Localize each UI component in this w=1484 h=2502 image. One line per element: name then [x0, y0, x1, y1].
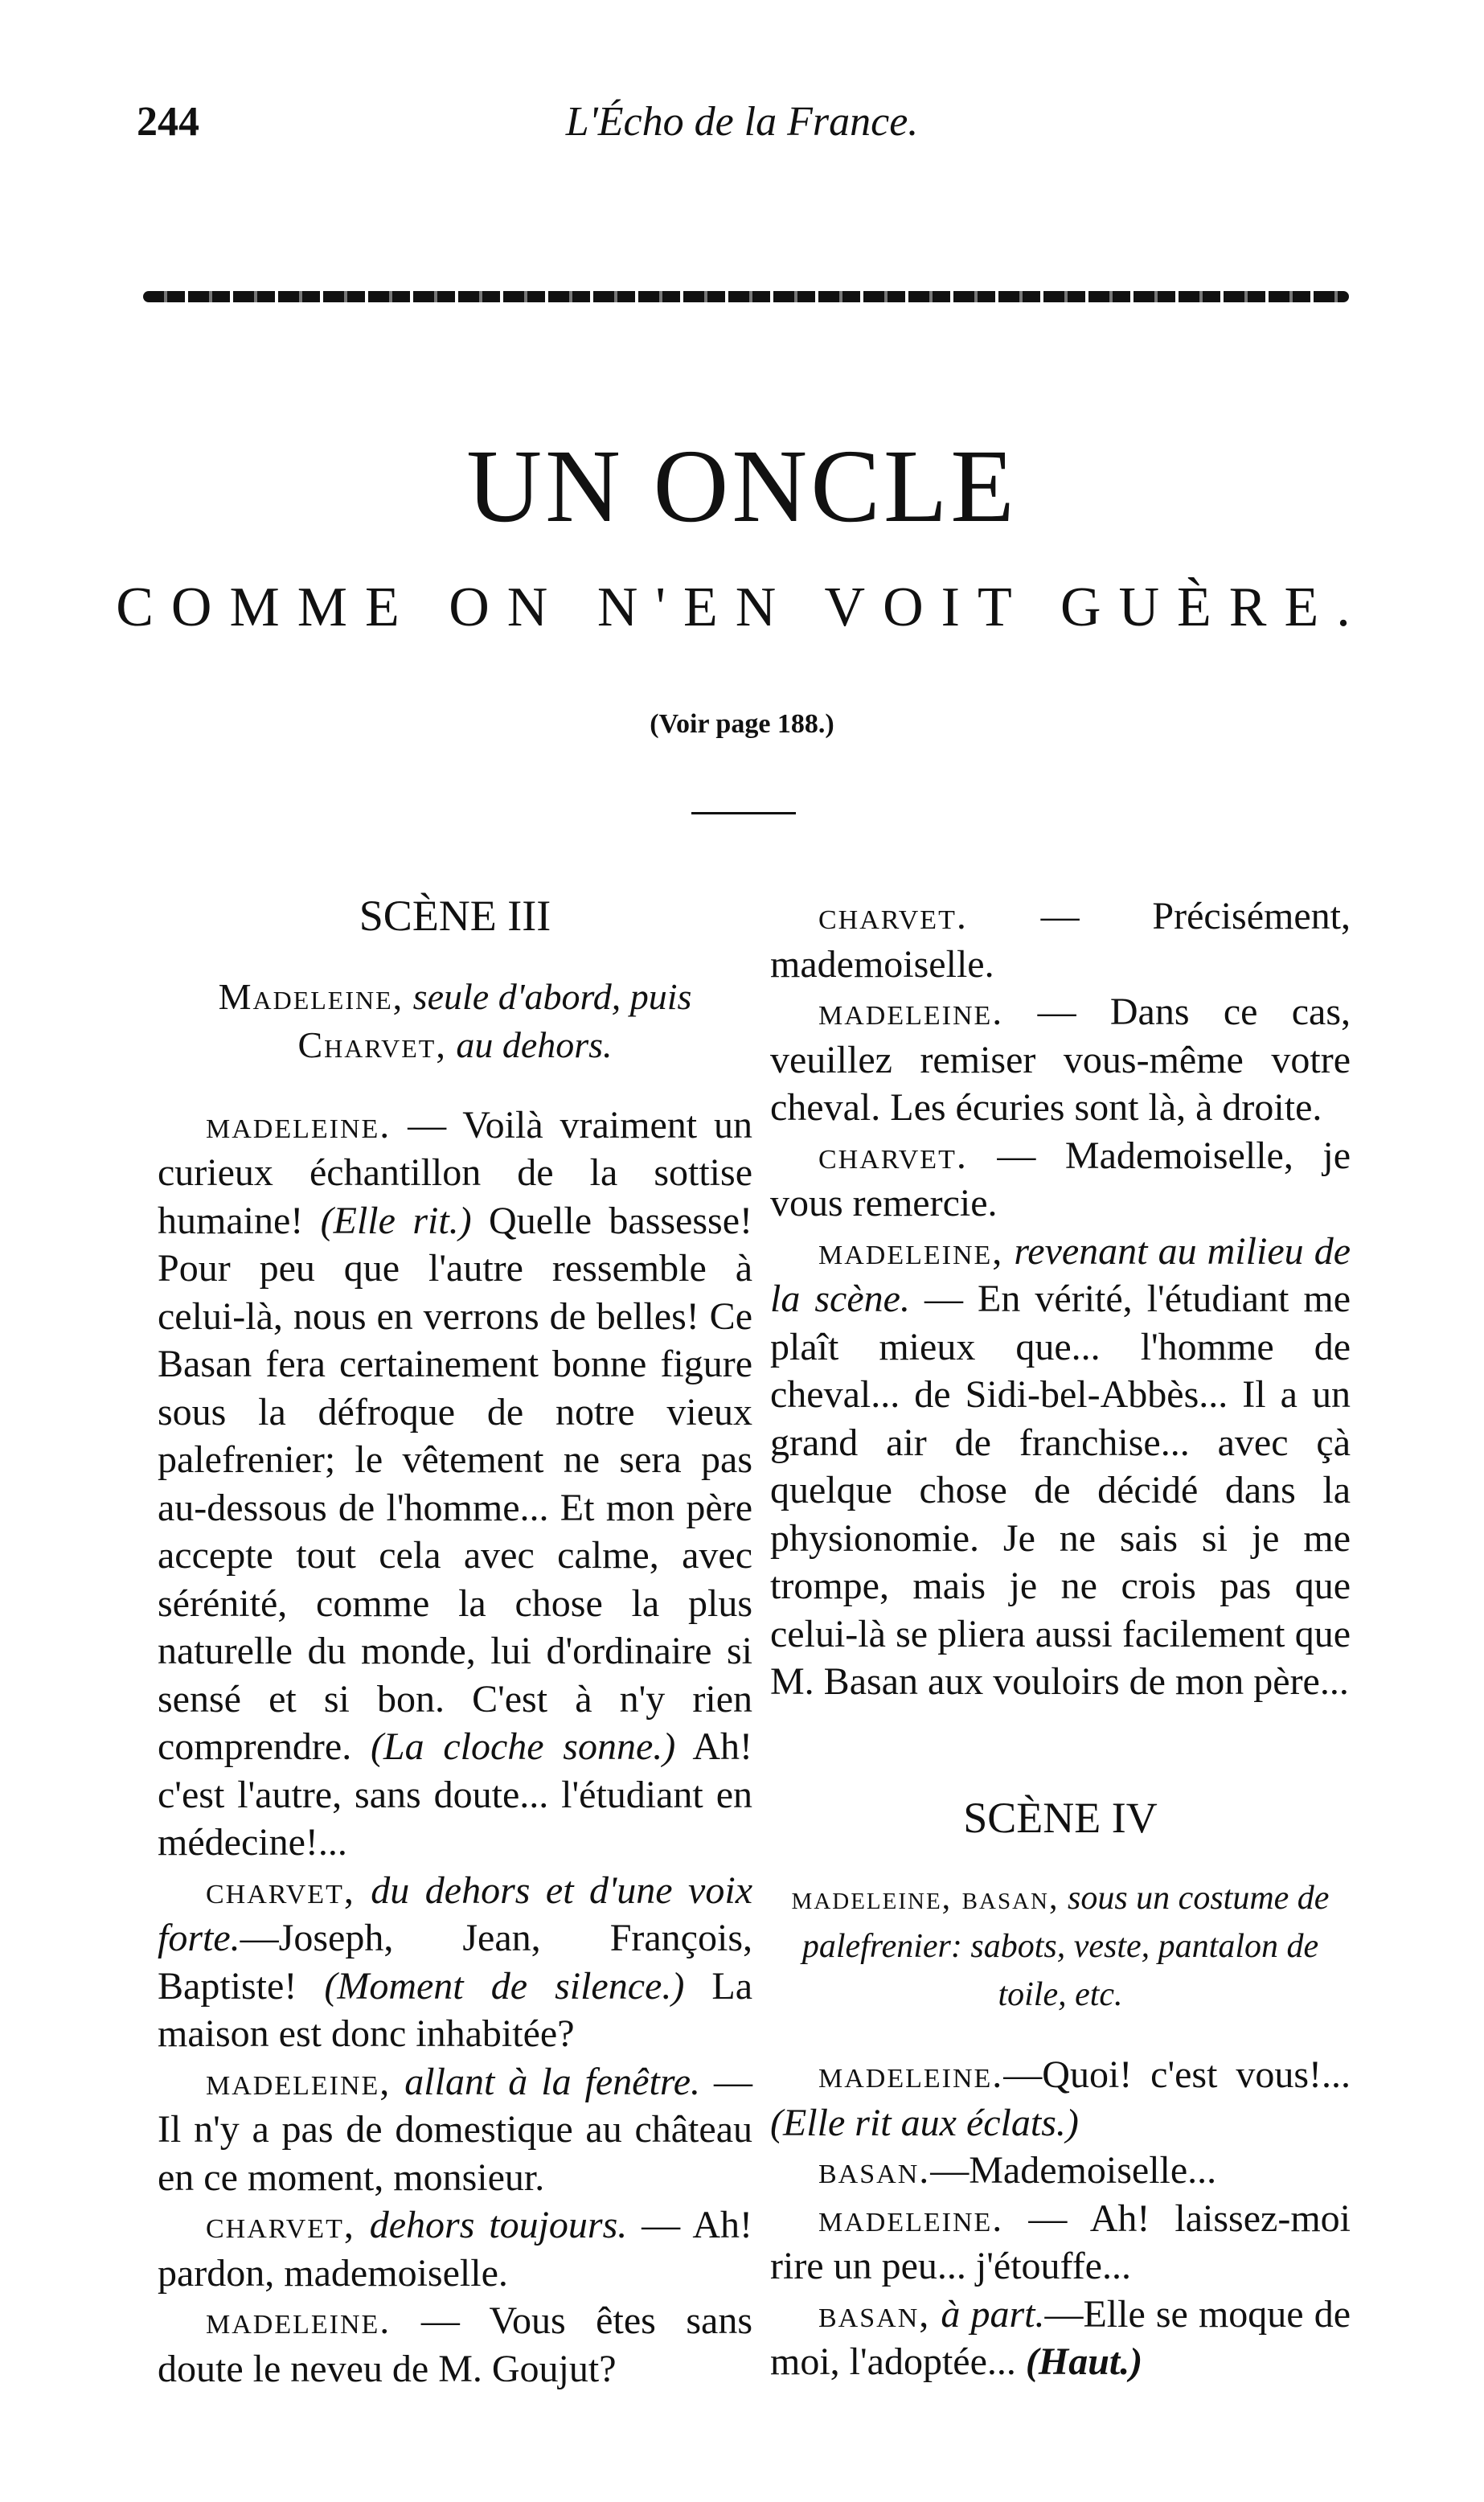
dialogue-text: —Joseph, Jean, François, Baptiste!: [158, 1917, 752, 2008]
dialogue-text: — Mademoiselle, je vous remercie.: [770, 1134, 1351, 1224]
speaker: madeleine,: [818, 1229, 1004, 1273]
play-title: UN ONCLE: [466, 429, 1018, 544]
dialogue-text: —Il n'y a pas de domestique au château en ce moment, monsieur.: [158, 2060, 753, 2199]
dialogue-text: — Dans ce cas, veuillez remiser vous-même votre cheval. Les écuries sont là, à droite.: [770, 991, 1351, 1129]
dialogue-paragraph: [158, 2297, 752, 2393]
dialogue-paragraph: [158, 1867, 752, 2058]
stage-direction: (Moment de silence.): [324, 1964, 685, 2008]
character-name: Madeleine,: [218, 975, 404, 1017]
stage-direction: à part.: [930, 2292, 1045, 2336]
dialogue-paragraph: [770, 2291, 1351, 2386]
page-reference: (Voir page 188.): [650, 709, 834, 739]
speaker: basan,: [818, 2292, 931, 2336]
scene-heading: SCÈNE IV: [963, 1793, 1158, 1842]
scene-cast: [770, 1874, 1351, 2019]
dialogue-text: Quelle bassesse! Pour peu que l'autre ressemble à celui-là, nous en verrons de belles! Ce Basan fera certainement bonne figure sous la défroque de notre vieux palefrenier; le vêtement ne sera pas au-dessous de l'homme... Et mon père accepte tout cela avec calme, avec sérénité, comme la chose la plus naturelle du monde, lui d'ordinaire si sensé et si bon. C'est à n'y rien comprendre.: [158, 1199, 753, 1768]
dialogue-paragraph: [770, 1228, 1351, 1706]
dialogue-paragraph: [158, 2058, 752, 2202]
stage-direction: dehors toujours.: [355, 2204, 628, 2246]
character-name: Charvet,: [297, 1023, 447, 1065]
dialogue-paragraph: [770, 2195, 1351, 2291]
stage-direction: revenant au milieu de la scène.: [770, 1229, 1351, 1320]
stage-direction: (Elle rit aux éclats.): [770, 2101, 1079, 2144]
stage-direction: au dehors.: [446, 1023, 613, 1065]
dialogue-text: La maison est donc inhabitée?: [158, 1964, 752, 2055]
stage-direction: seule d'abord, puis: [404, 975, 692, 1017]
character-names: madeleine, basan,: [791, 1880, 1060, 1917]
dialogue-text: — Précisément, mademoiselle.: [770, 895, 1351, 986]
speaker: charvet.: [818, 895, 968, 937]
page-number: 244: [137, 99, 199, 145]
dialogue-text: — Ah! pardon, mademoiselle.: [158, 2204, 752, 2295]
speaker: basan.: [818, 2149, 931, 2192]
short-divider: [691, 812, 796, 814]
running-title: L'Écho de la France.: [565, 99, 919, 145]
scene-cast: [158, 973, 752, 1069]
stage-direction: allant à la fenêtre.: [391, 2060, 701, 2103]
dialogue-paragraph: [770, 2051, 1351, 2147]
stage-direction: (La cloche sonne.): [370, 1725, 676, 1768]
dialogue-paragraph: [770, 2147, 1351, 2195]
stage-direction: du dehors et d'une voix forte.: [158, 1868, 752, 1959]
speaker: madeleine.: [818, 991, 1004, 1033]
ornamental-rule: [143, 291, 1349, 302]
stage-direction: (Haut.): [1025, 2340, 1143, 2383]
speaker: madeleine.: [206, 2299, 391, 2342]
dialogue-paragraph: [158, 2201, 752, 2297]
dialogue-text: — En vérité, l'étudiant me plaît mieux que... l'homme de cheval... de Sidi-bel-Abbès... Il a un grand air de franchise... avec çà quelque chose de décidé dans la physionomie. Je ne sais si je me trompe, mais je ne crois pas que celui-là se pliera aussi facilement que M. Basan aux vouloirs de mon père...: [770, 1278, 1351, 1703]
dialogue-text: —Mademoiselle...: [930, 2149, 1217, 2192]
dialogue-text: —Elle se moque de moi, l'adoptée...: [770, 2292, 1351, 2383]
dialogue-paragraph: [770, 988, 1351, 1132]
dialogue-text: — Vous êtes sans doute le neveu de M. Goujut?: [158, 2299, 752, 2390]
dialogue-text: — Voilà vraiment un curieux échantillon de la sottise humaine!: [158, 1103, 752, 1242]
speaker: charvet,: [206, 1868, 355, 1912]
speaker: charvet.: [818, 1134, 968, 1177]
right-column: [770, 892, 1351, 2386]
speaker: madeleine.: [206, 1103, 391, 1146]
speaker: madeleine.: [818, 2053, 1004, 2096]
play-subtitle: COMME ON N'EN VOIT GUÈRE.: [116, 576, 1368, 638]
dialogue-paragraph: [158, 1101, 752, 1867]
dialogue-text: — Ah! laissez-moi rire un peu... j'étouffe...: [770, 2196, 1351, 2287]
stage-direction: sous un costume de palefrenier: sabots, veste, pantalon de toile, etc.: [801, 1880, 1330, 2013]
speaker: madeleine,: [206, 2060, 391, 2103]
dialogue-paragraph: [770, 1132, 1351, 1228]
scene-heading: SCÈNE III: [359, 892, 551, 940]
dialogue-text: —Quoi! c'est vous!...: [1003, 2053, 1351, 2096]
dialogue-text: Ah! c'est l'autre, sans doute... l'étudiant en médecine!...: [158, 1725, 752, 1864]
left-column: [158, 892, 752, 2393]
dialogue-paragraph: [770, 892, 1351, 988]
speaker: madeleine.: [818, 2196, 1004, 2240]
speaker: charvet,: [206, 2204, 355, 2246]
stage-direction: (Elle rit.): [320, 1199, 472, 1242]
